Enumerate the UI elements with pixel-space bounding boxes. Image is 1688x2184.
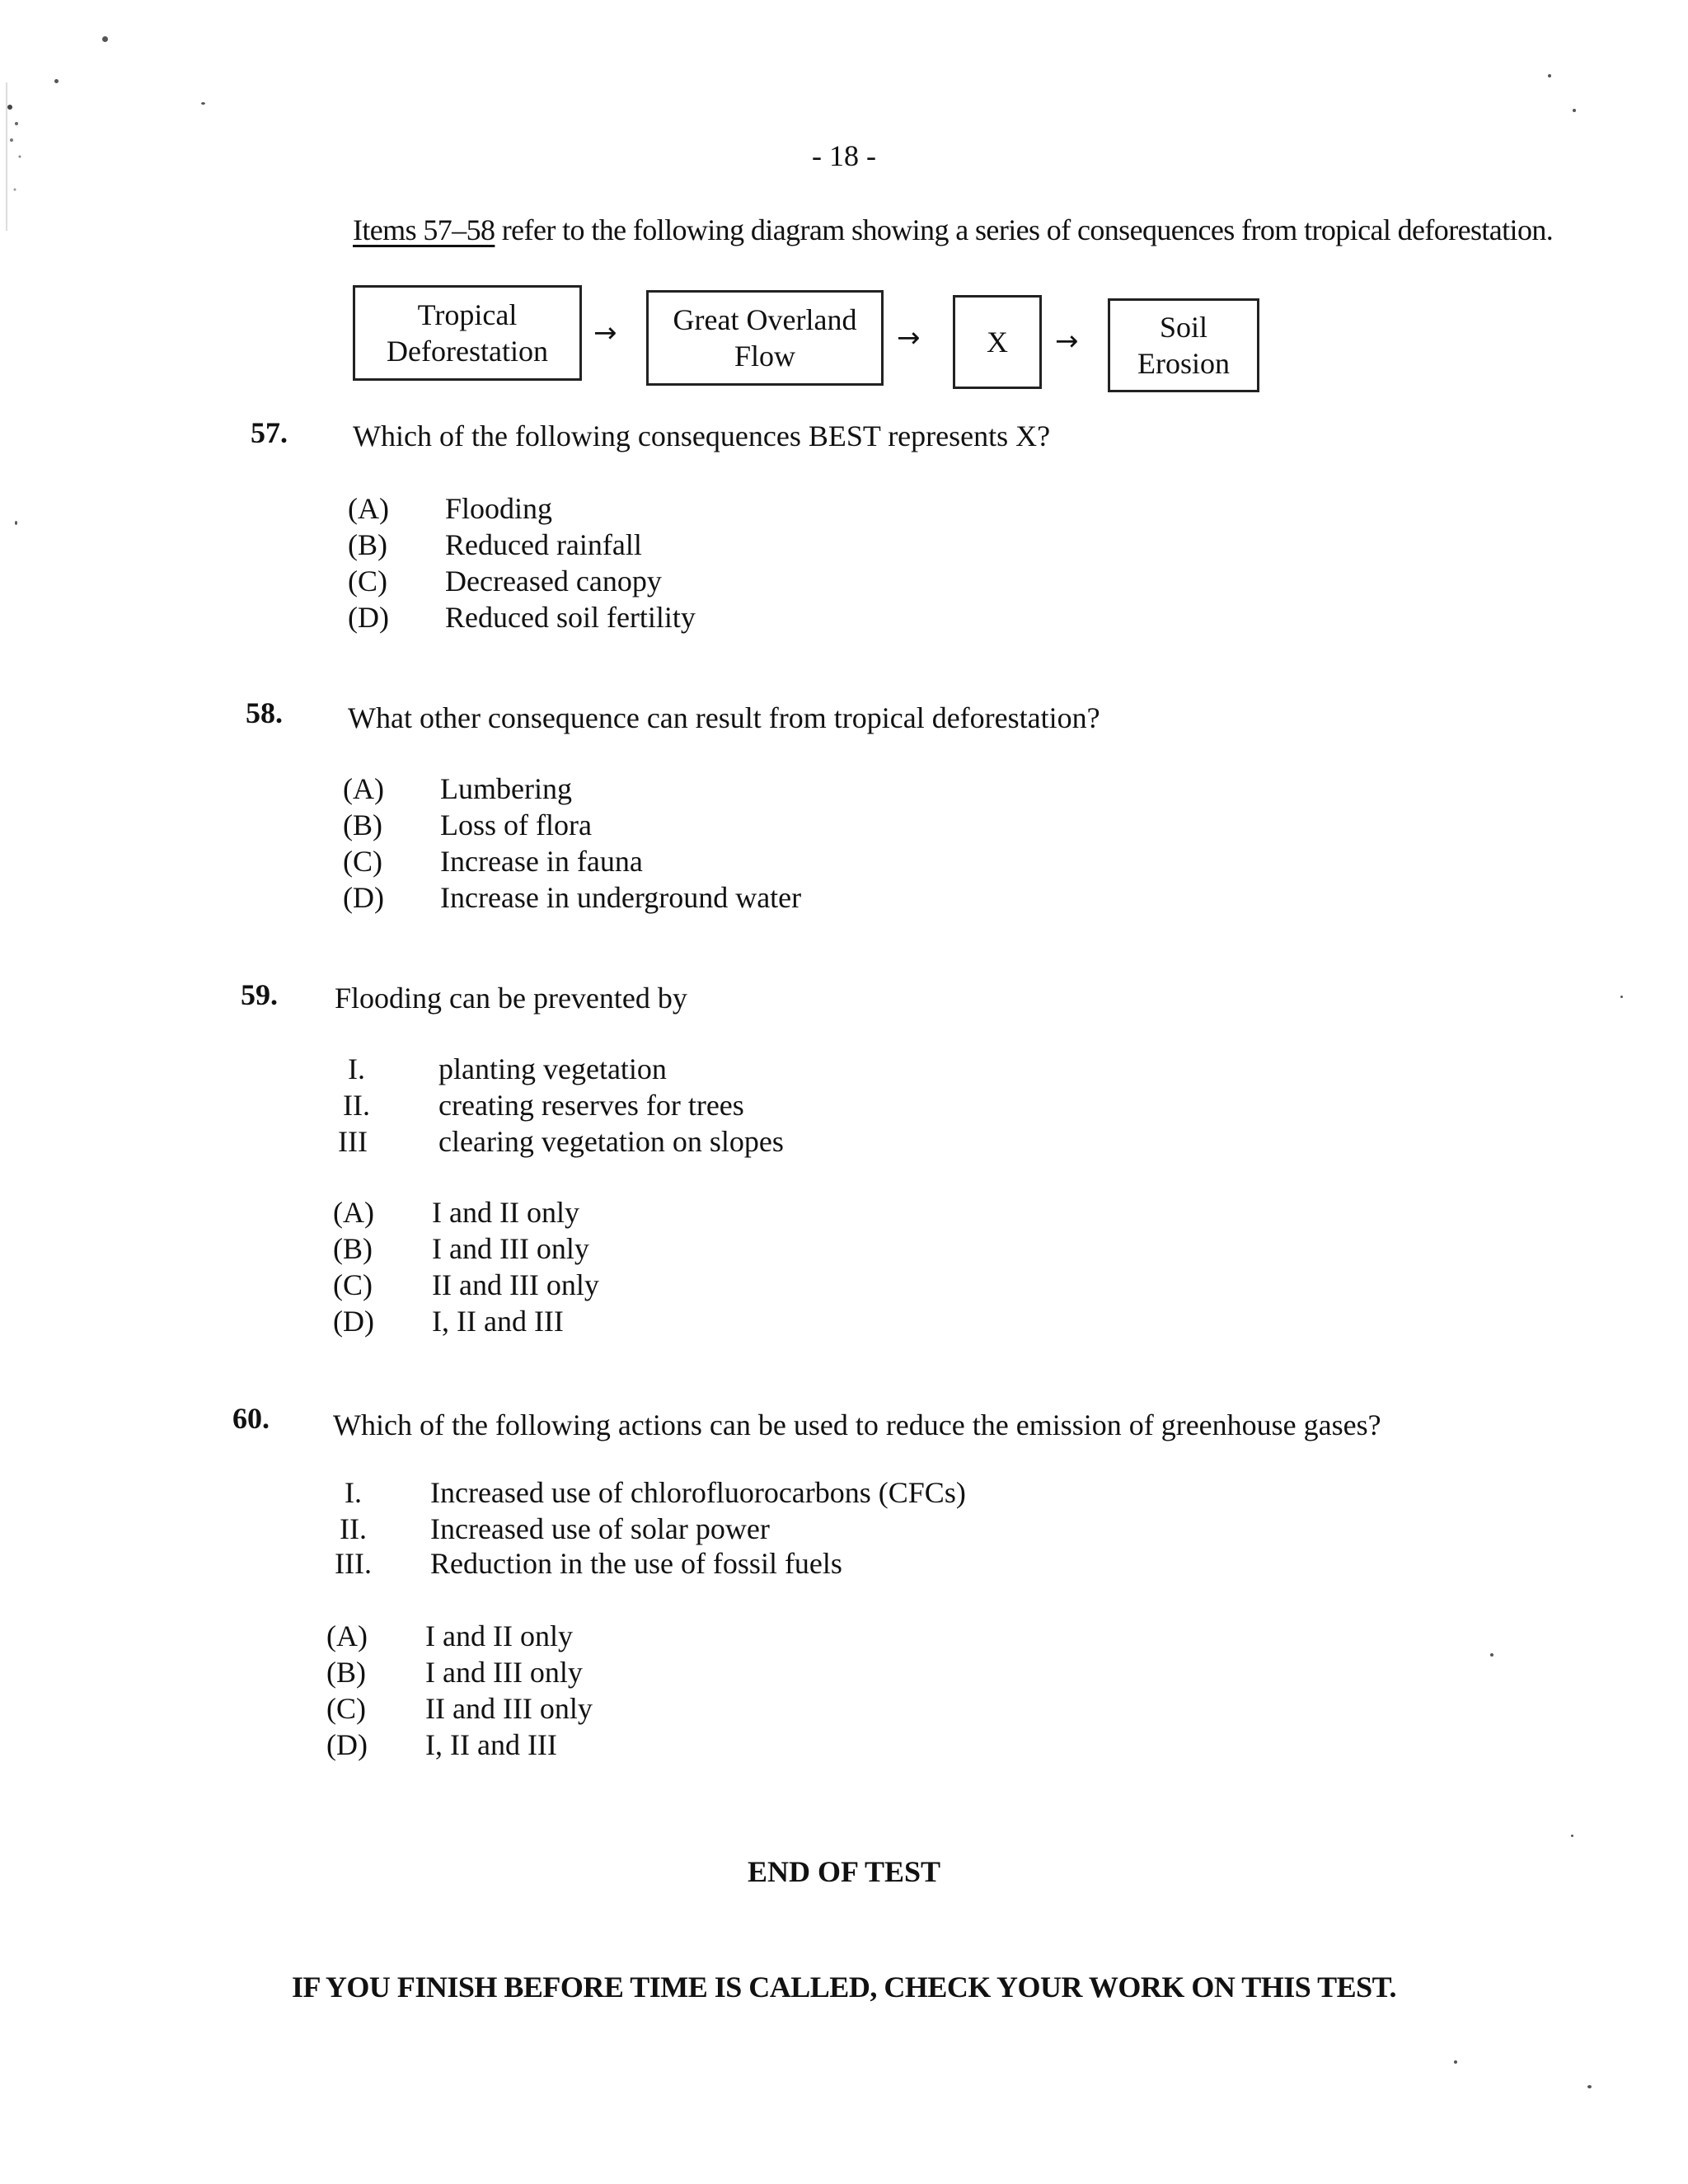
option-label: (D) [343,881,384,914]
end-of-test-heading: END OF TEST [747,1855,941,1888]
option-label: (A) [343,772,384,805]
option-text: Increase in fauna [440,845,643,878]
option-label: (C) [333,1268,373,1301]
option-text: Lumbering [440,772,572,805]
option-label: (B) [343,808,382,841]
final-instruction: IF YOU FINISH BEFORE TIME IS CALLED, CHECK YOUR WORK ON THIS TEST. [292,1971,1396,2004]
items-reference: Items 57–58 [353,213,495,246]
option-text: Flooding [445,492,553,525]
question-60-text: Which of the following actions can be used to reduce the emission of greenhouse gases? [333,1408,1381,1441]
question-57-number: 57. [251,416,288,449]
statement-text: Increased use of chlorofluorocarbons (CFCs) [430,1476,966,1509]
statement-label: II. [343,1089,370,1122]
option-label: (B) [326,1656,366,1689]
option-text: I, II and III [432,1305,564,1338]
scan-speck [1620,996,1623,998]
option-text: Decreased canopy [445,565,662,598]
option-text: I and II only [432,1196,579,1229]
diagram-arrow-icon: → [1055,325,1079,358]
scan-speck [54,79,59,83]
statement-text: clearing vegetation on slopes [438,1125,784,1158]
scan-speck [1573,109,1576,112]
question-59-text: Flooding can be prevented by [335,982,687,1015]
page-number: - 18 - [812,139,876,172]
diagram-arrow-icon: → [897,321,921,354]
statement-label: I. [348,1052,365,1085]
question-57-text: Which of the following consequences BEST represents X? [353,419,1051,452]
option-text: Increase in underground water [440,881,802,914]
option-label: (A) [326,1619,368,1652]
scan-edge-artifact [0,33,33,231]
scan-speck [1587,2085,1592,2088]
statement-label: III [338,1125,368,1158]
statement-text: Reduction in the use of fossil fuels [430,1547,842,1580]
option-text: I, II and III [425,1728,557,1761]
option-text: I and III only [432,1232,589,1265]
diagram-arrow-icon: → [593,316,617,349]
option-label: (B) [333,1232,373,1265]
option-label: (A) [348,492,389,525]
question-58-number: 58. [246,696,283,729]
option-text: Reduced soil fertility [445,601,696,634]
items-intro [353,213,1553,247]
option-text: I and II only [425,1619,573,1652]
option-text: I and III only [425,1656,583,1689]
diagram-box-overland-flow: Great Overland Flow [646,290,884,386]
diagram-box-soil-erosion: Soil Erosion [1108,298,1259,392]
scan-speck [1571,1835,1573,1837]
scan-speck [102,36,108,42]
statement-text: Increased use of solar power [430,1512,770,1545]
question-58-text: What other consequence can result from tropical deforestation? [348,701,1100,734]
statement-text: creating reserves for trees [438,1089,744,1122]
option-text: II and III only [425,1692,593,1725]
scan-speck [201,102,205,105]
option-label: (D) [348,601,389,634]
question-60-number: 60. [232,1402,270,1435]
scan-speck [15,521,17,525]
option-text: II and III only [432,1268,599,1301]
statement-label: III. [335,1547,372,1580]
diagram-box-x: X [953,295,1042,389]
option-label: (D) [333,1305,374,1338]
statement-label: II. [340,1512,367,1545]
diagram-box-deforestation: Tropical Deforestation [353,285,582,381]
scan-speck [1454,2060,1457,2064]
option-label: (B) [348,528,387,561]
option-label: (C) [348,565,387,598]
statement-label: I. [345,1476,362,1509]
option-label: (C) [343,845,382,878]
question-59-number: 59. [241,978,278,1011]
option-label: (C) [326,1692,366,1725]
option-label: (A) [333,1196,374,1229]
option-text: Reduced rainfall [445,528,642,561]
scan-speck [1548,74,1551,77]
option-text: Loss of flora [440,808,592,841]
intro-text: refer to the following diagram showing a series of consequences from tropical deforestation. [495,213,1554,246]
scan-speck [1490,1653,1493,1657]
option-label: (D) [326,1728,368,1761]
statement-text: planting vegetation [438,1052,667,1085]
